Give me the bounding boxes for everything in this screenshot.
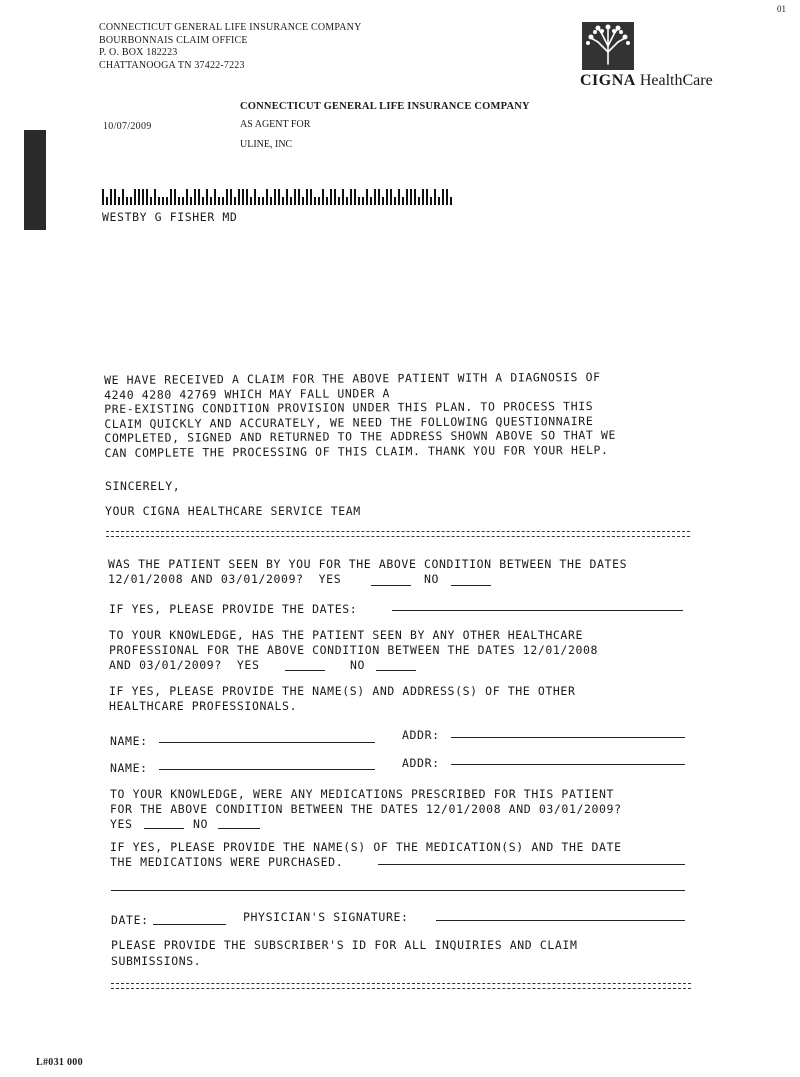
barcode-bar <box>142 189 144 205</box>
q3-no-label: NO <box>193 817 209 831</box>
barcode-bar <box>278 189 280 205</box>
barcode-bar <box>434 189 436 205</box>
date-field[interactable] <box>153 924 226 925</box>
barcode-bar <box>330 189 332 205</box>
barcode-bar <box>270 197 272 205</box>
barcode-bar <box>150 197 152 205</box>
date-label: DATE: <box>111 913 149 927</box>
agent-company: CONNECTICUT GENERAL LIFE INSURANCE COMPANY <box>240 101 530 112</box>
barcode-bar <box>302 197 304 205</box>
barcode-bar <box>206 189 208 205</box>
q1-no-label: NO <box>424 572 440 586</box>
name-field-2[interactable] <box>159 769 375 770</box>
letter-line: CLAIM QUICKLY AND ACCURATELY, WE NEED THE FOLLOWING QUESTIONNAIRE <box>104 413 594 431</box>
barcode-bar <box>202 197 204 205</box>
letter-line: PRE-EXISTING CONDITION PROVISION UNDER THIS PLAN. TO PROCESS THIS <box>104 399 594 416</box>
barcode-bar <box>450 197 452 205</box>
brand-product: HealthCare <box>639 72 713 89</box>
barcode-bar <box>366 189 368 205</box>
form-code: L#031 000 <box>36 1057 83 1068</box>
barcode-bar <box>322 189 324 205</box>
q2-yes-field[interactable] <box>285 670 325 671</box>
barcode-bar <box>402 197 404 205</box>
q3-line-2: FOR THE ABOVE CONDITION BETWEEN THE DATES 12/01/2008 AND 03/01/2009? <box>110 802 622 816</box>
barcode-bar <box>294 189 296 205</box>
barcode-bar <box>310 189 312 205</box>
q3-meds-field-2[interactable] <box>111 890 685 891</box>
q3-yes-field[interactable] <box>144 828 184 829</box>
barcode-bar <box>174 189 176 205</box>
barcode-bar <box>114 189 116 205</box>
barcode-bar <box>178 197 180 205</box>
barcode-bar <box>194 189 196 205</box>
letter-closing: SINCERELY, <box>105 479 181 493</box>
letter-body <box>104 370 616 460</box>
barcode-bar <box>198 189 200 205</box>
sender-address <box>99 22 362 72</box>
barcode-bar <box>266 189 268 205</box>
q1-dates-field[interactable] <box>392 610 683 611</box>
barcode-bar <box>110 189 112 205</box>
barcode-bar <box>246 189 248 205</box>
barcode-bar <box>254 189 256 205</box>
name-label-1: NAME: <box>110 734 148 748</box>
separator-top <box>106 531 690 537</box>
signature-field[interactable] <box>436 920 685 921</box>
q3-meds-line-1: IF YES, PLEASE PROVIDE THE NAME(S) OF THE MEDICATION(S) AND THE DATE <box>110 840 622 854</box>
q2-names-line-1: IF YES, PLEASE PROVIDE THE NAME(S) AND ADDRESS(S) OF THE OTHER <box>109 684 576 698</box>
barcode-bar <box>406 189 408 205</box>
barcode-bar <box>354 189 356 205</box>
barcode-bar <box>242 189 244 205</box>
q2-no-label: NO <box>350 658 366 672</box>
barcode-bar <box>306 189 308 205</box>
barcode-bar <box>378 189 380 205</box>
barcode-bar <box>118 197 120 205</box>
barcode-bar <box>282 197 284 205</box>
q3-meds-line-2: THE MEDICATIONS WERE PURCHASED. <box>110 855 344 869</box>
barcode-bar <box>438 197 440 205</box>
q1-dates-label: IF YES, PLEASE PROVIDE THE DATES: <box>109 602 358 616</box>
barcode-bar <box>358 197 360 205</box>
addr-label-2: ADDR: <box>402 756 440 770</box>
brand-name: CIGNA <box>580 72 636 89</box>
barcode-bar <box>262 197 264 205</box>
addr-field-2[interactable] <box>451 764 685 765</box>
barcode-bar <box>442 189 444 205</box>
barcode-bar <box>334 189 336 205</box>
barcode-bar <box>230 189 232 205</box>
barcode-bar <box>426 189 428 205</box>
letter-line: WE HAVE RECEIVED A CLAIM FOR THE ABOVE PATIENT WITH A DIAGNOSIS OF <box>104 369 601 387</box>
barcode-bar <box>318 197 320 205</box>
barcode-bar <box>238 189 240 205</box>
sender-line-4: CHATTANOOGA TN 37422-7223 <box>99 59 245 71</box>
signature-label: PHYSICIAN'S SIGNATURE: <box>243 910 409 924</box>
barcode-bar <box>106 197 108 205</box>
addr-field-1[interactable] <box>451 737 685 738</box>
q3-no-field[interactable] <box>218 828 260 829</box>
barcode-bar <box>386 189 388 205</box>
barcode-bar <box>326 197 328 205</box>
q2-line-2: PROFESSIONAL FOR THE ABOVE CONDITION BETWEEN THE DATES 12/01/2008 <box>109 643 599 657</box>
barcode-bar <box>126 197 128 205</box>
barcode-bar <box>274 189 276 205</box>
q1-line-1: WAS THE PATIENT SEEN BY YOU FOR THE ABOVE CONDITION BETWEEN THE DATES <box>108 557 628 571</box>
barcode-bar <box>374 189 376 205</box>
barcode-bar <box>134 189 136 205</box>
agent-label: AS AGENT FOR <box>240 119 311 130</box>
name-field-1[interactable] <box>159 742 375 743</box>
barcode-bar <box>422 189 424 205</box>
q2-no-field[interactable] <box>376 670 416 671</box>
letter-line: 4240 4280 42769 WHICH MAY FALL UNDER A <box>104 385 391 402</box>
barcode-bar <box>250 197 252 205</box>
agent-client: ULINE, INC <box>240 139 293 150</box>
barcode-bar <box>162 197 164 205</box>
q1-no-field[interactable] <box>451 585 491 586</box>
q1-line-2: 12/01/2008 AND 03/01/2009? YES <box>108 572 342 586</box>
letter-signature: YOUR CIGNA HEALTHCARE SERVICE TEAM <box>105 504 361 518</box>
barcode-bar <box>210 197 212 205</box>
barcode-bar <box>222 197 224 205</box>
barcode-bar <box>446 189 448 205</box>
barcode-bar <box>414 189 416 205</box>
letter-line: COMPLETED, SIGNED AND RETURNED TO THE ADDRESS SHOWN ABOVE SO THAT WE <box>104 427 617 445</box>
sender-line-3: P. O. BOX 182223 <box>99 47 178 58</box>
page-mark: 01 <box>777 4 786 14</box>
barcode-bar <box>418 197 420 205</box>
barcode-bar <box>170 189 172 205</box>
barcode-bar <box>410 189 412 205</box>
recipient-name: WESTBY G FISHER MD <box>102 210 238 224</box>
letter-date: 10/07/2009 <box>103 121 152 132</box>
barcode-bar <box>346 197 348 205</box>
barcode-bar <box>338 197 340 205</box>
footer-line-2: SUBMISSIONS. <box>111 954 202 968</box>
q2-line-1: TO YOUR KNOWLEDGE, HAS THE PATIENT SEEN BY ANY OTHER HEALTHCARE <box>109 628 583 642</box>
barcode-bar <box>166 197 168 205</box>
barcode-bar <box>314 197 316 205</box>
barcode-bar <box>226 189 228 205</box>
name-label-2: NAME: <box>110 761 148 775</box>
barcode-bar <box>182 197 184 205</box>
barcode-bar <box>214 189 216 205</box>
q1-yes-field[interactable] <box>371 585 411 586</box>
q2-names-line-2: HEALTHCARE PROFESSIONALS. <box>109 699 298 713</box>
barcode-bar <box>370 197 372 205</box>
barcode-bar <box>362 197 364 205</box>
barcode-bar <box>158 197 160 205</box>
barcode-bar <box>390 189 392 205</box>
tree-logo-icon <box>582 22 634 70</box>
barcode-bar <box>102 189 104 205</box>
barcode-bar <box>342 189 344 205</box>
barcode-bar <box>430 197 432 205</box>
q2-line-3: AND 03/01/2009? YES <box>109 658 260 672</box>
barcode-bar <box>286 189 288 205</box>
sender-line-2: BOURBONNAIS CLAIM OFFICE <box>99 34 248 46</box>
barcode-bar <box>146 189 148 205</box>
barcode-bar <box>186 189 188 205</box>
separator-bottom <box>111 983 691 989</box>
barcode-bar <box>138 189 140 205</box>
addr-label-1: ADDR: <box>402 728 440 742</box>
barcode-bar <box>218 197 220 205</box>
barcode-bar <box>258 197 260 205</box>
barcode-bar <box>122 189 124 205</box>
barcode-bar <box>130 197 132 205</box>
letter-line: CAN COMPLETE THE PROCESSING OF THIS CLAIM. THANK YOU FOR YOUR HELP. <box>104 442 609 460</box>
barcode-bar <box>350 189 352 205</box>
barcode-bar <box>398 189 400 205</box>
q3-meds-field-1[interactable] <box>378 864 685 865</box>
footer-line-1: PLEASE PROVIDE THE SUBSCRIBER'S ID FOR ALL INQUIRIES AND CLAIM <box>111 938 578 952</box>
barcode-bar <box>394 197 396 205</box>
barcode-bar <box>234 197 236 205</box>
q3-line-1: TO YOUR KNOWLEDGE, WERE ANY MEDICATIONS PRESCRIBED FOR THIS PATIENT <box>110 787 615 801</box>
barcode-bar <box>190 197 192 205</box>
brand-logo-text <box>580 72 713 90</box>
barcode-bar <box>382 197 384 205</box>
sender-line-1: CONNECTICUT GENERAL LIFE INSURANCE COMPANY <box>99 22 362 33</box>
redaction-mark <box>24 130 46 230</box>
postal-barcode <box>102 187 452 205</box>
barcode-bar <box>154 189 156 205</box>
barcode-bar <box>290 197 292 205</box>
barcode-bar <box>298 189 300 205</box>
q3-yes-label: YES <box>110 817 133 831</box>
